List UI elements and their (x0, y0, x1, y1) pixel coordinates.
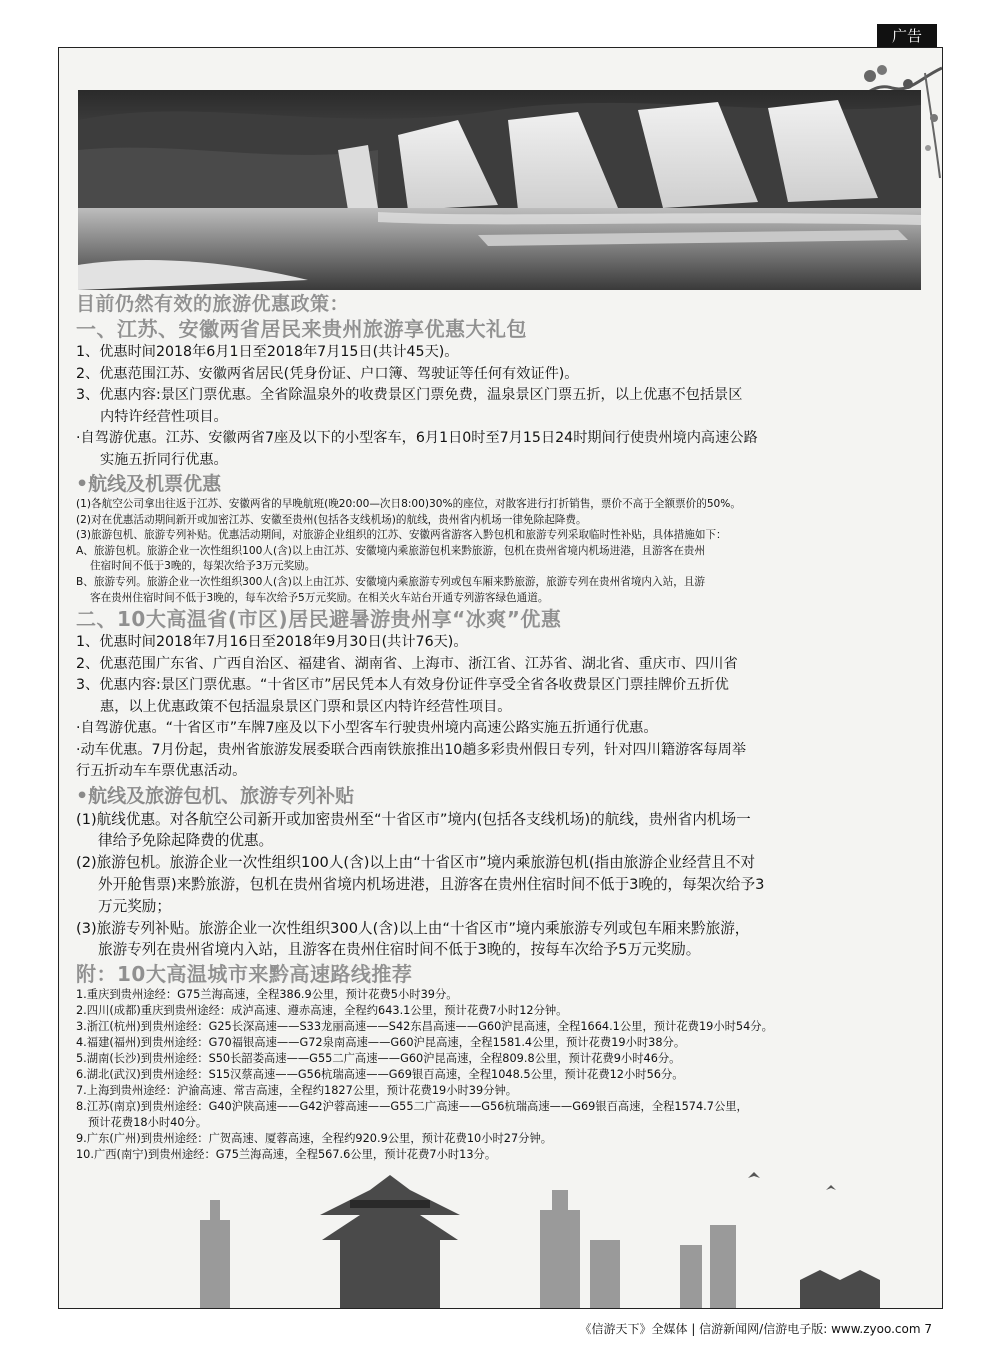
route-item: 5.湖南(长沙)到贵州途经：S50长韶娄高速——G55二广高速——G60沪昆高速，全程809.8公里，预计花费9小时46分。 (76, 1052, 681, 1066)
route-item: 8.江苏(南京)到贵州途经：G40沪陕高速——G42沪蓉高速——G55二广高速——G56杭瑞高速——G69银百高速，全程1574.7公里， (76, 1100, 748, 1114)
section1-small-item: (3)旅游包机、旅游专列补贴。优惠活动期间，对旅游企业组织的江苏、安徽两省游客入黔包机和旅游专列采取临时性补贴，具体措施如下： (76, 529, 727, 542)
waterfall-photo (78, 90, 921, 290)
section1-small-item: (2)对在优惠活动期间新开或加密江苏、安徽至贵州(包括各支线机场)的航线，贵州省内机场一律免除起降费。 (76, 513, 587, 526)
section2-sub-item: 万元奖励； (98, 897, 171, 915)
route-item: 2.四川(成都)重庆到贵州途经：成泸高速、遵赤高速，全程约643.1公里，预计花费7小时12分钟。 (76, 1004, 568, 1018)
section1-small-item: 客在贵州住宿时间不低于3晚的，每车次给予5万元奖励。在相关火车站台开通专列游客绿色通道。 (90, 591, 549, 604)
section2-sub-item: 律给予免除起降费的优惠。 (98, 832, 274, 850)
section2-sub-item: 外开舱售票)来黔旅游，包机在贵州省境内机场进港，且游客在贵州住宿时间不低于3晚的，每架次给予3 (98, 876, 765, 894)
section1-item: 3、优惠内容:景区门票优惠。全省除温泉外的收费景区门票免费，温泉景区门票五折，以上优惠不包括景区 (76, 387, 743, 403)
route-item: 预计花费18小时40分。 (88, 1116, 208, 1130)
section2-item: 惠，以上优惠政策不包括温泉景区门票和景区内特许经营性项目。 (100, 698, 512, 715)
route-item: 3.浙江(杭州)到贵州途经：G25长深高速——S33龙丽高速——S42东昌高速——G60沪昆高速，全程1664.1公里，预计花费19小时54分。 (76, 1020, 773, 1034)
section2-item: 1、优惠时间2018年7月16日至2018年9月30日(共计76天)。 (76, 634, 468, 651)
policy-content (76, 292, 926, 1163)
section2-item: ·自驾游优惠。“十省区市”车牌7座及以下小型客车行驶贵州境内高速公路实施五折通行优惠。 (76, 720, 658, 737)
section2-item: 行五折动车车票优惠活动。 (76, 763, 247, 780)
section2-title: 二、10大高温省(市区)居民避暑游贵州享“冰爽”优惠 (76, 607, 562, 632)
section1-subtitle: •航线及机票优惠 (76, 473, 222, 495)
appendix-title: 附：10大高温城市来黔高速路线推荐 (76, 962, 413, 987)
section2-sub-item: (3)旅游专列补贴。旅游企业一次性组织300人(含)以上由“十省区市”境内乘旅游专列或包车厢来黔旅游， (76, 919, 750, 937)
route-item: 10.广西(南宁)到贵州途经：G75兰海高速，全程567.6公里，预计花费7小时13分。 (76, 1148, 497, 1162)
route-item: 1.重庆到贵州途经：G75兰海高速，全程386.9公里，预计花费5小时39分。 (76, 988, 458, 1002)
section1-small-item: B、旅游专列。旅游企业一次性组织300人(含)以上由江苏、安徽境内乘旅游专列或包车厢来黔旅游，旅游专列在贵州省境内入站，且游 (76, 575, 705, 588)
section2-sub-item: (2)旅游包机。旅游企业一次性组织100人(含)以上由“十省区市”境内乘旅游包机(指由旅游企业经营且不对 (76, 854, 756, 872)
section1-item: 1、优惠时间2018年6月1日至2018年7月15日(共计45天)。 (76, 344, 459, 360)
route-item: 4.福建(福州)到贵州途经：G70福银高速——G72泉南高速——G60沪昆高速，全程1581.4公里，预计花费19小时38分。 (76, 1036, 686, 1050)
section1-small-item: 住宿时间不低于3晚的，每架次给予3万元奖励。 (90, 560, 316, 573)
section1-item: 2、优惠范围江苏、安徽两省居民(凭身份证、户口簿、驾驶证等任何有效证件)。 (76, 365, 579, 382)
ad-tag: 广告 (877, 24, 937, 48)
section2-sub-item: 旅游专列在贵州省境内入站，且游客在贵州住宿时间不低于3晚的，按每车次给予5万元奖励。 (98, 941, 701, 959)
section2-item: 3、优惠内容:景区门票优惠。“十省区市”居民凭本人有效身份证件享受全省各收费景区门票挂牌价五折优 (76, 677, 729, 694)
section1-title: 一、江苏、安徽两省居民来贵州旅游享优惠大礼包 (76, 317, 527, 341)
route-item: 6.湖北(武汉)到贵州途经：S15汉蔡高速——G56杭瑞高速——G69银百高速，全程1048.5公里，预计花费12小时56分。 (76, 1068, 684, 1082)
section1-small-item: (1)各航空公司拿出往返于江苏、安徽两省的早晚航班(晚20:00—次日8:00)30%的座位，对散客进行打折销售，票价不高于全额票价的50%。 (76, 498, 741, 510)
section2-item: 2、优惠范围广东省、广西自治区、福建省、湖南省、上海市、浙江省、江苏省、湖北省、重庆市、四川省 (76, 655, 738, 672)
route-item: 9.广东(广州)到贵州途经：广贺高速、厦蓉高速，全程约920.9公里，预计花费10小时27分钟。 (76, 1132, 553, 1146)
section2-item: ·动车优惠。7月份起，贵州省旅游发展委联合西南铁旅推出10趟多彩贵州假日专列，针对四川籍游客每周举 (76, 741, 747, 758)
route-item: 7.上海到贵州途经：沪渝高速、常吉高速，全程约1827公里，预计花费19小时39分钟。 (76, 1084, 518, 1098)
section1-item: 内特许经营性项目。 (100, 408, 228, 425)
section2-sub-item: (1)航线优惠。对各航空公司新开或加密贵州至“十省区市”境内(包括各支线机场)的航线，贵州省内机场一 (76, 810, 751, 828)
section1-item: ·自驾游优惠。江苏、安徽两省7座及以下的小型客车，6月1日0时至7月15日24时期间行使贵州境内高速公路 (76, 430, 758, 446)
section1-item: 实施五折同行优惠。 (100, 451, 228, 468)
section2-subtitle: •航线及旅游包机、旅游专列补贴 (76, 784, 355, 807)
section1-small-item: A、旅游包机。旅游企业一次性组织100人(含)以上由江苏、安徽境内乘旅游包机来黔旅游，包机在贵州省境内机场进港，且游客在贵州 (76, 544, 705, 557)
intro-title: 目前仍然有效的旅游优惠政策： (76, 293, 350, 315)
footer-text: 《信游天下》全媒体 | 信游新闻网/信游电子版: www.zyoo.com 7 (579, 1322, 932, 1336)
city-skyline-illustration (60, 1170, 942, 1308)
